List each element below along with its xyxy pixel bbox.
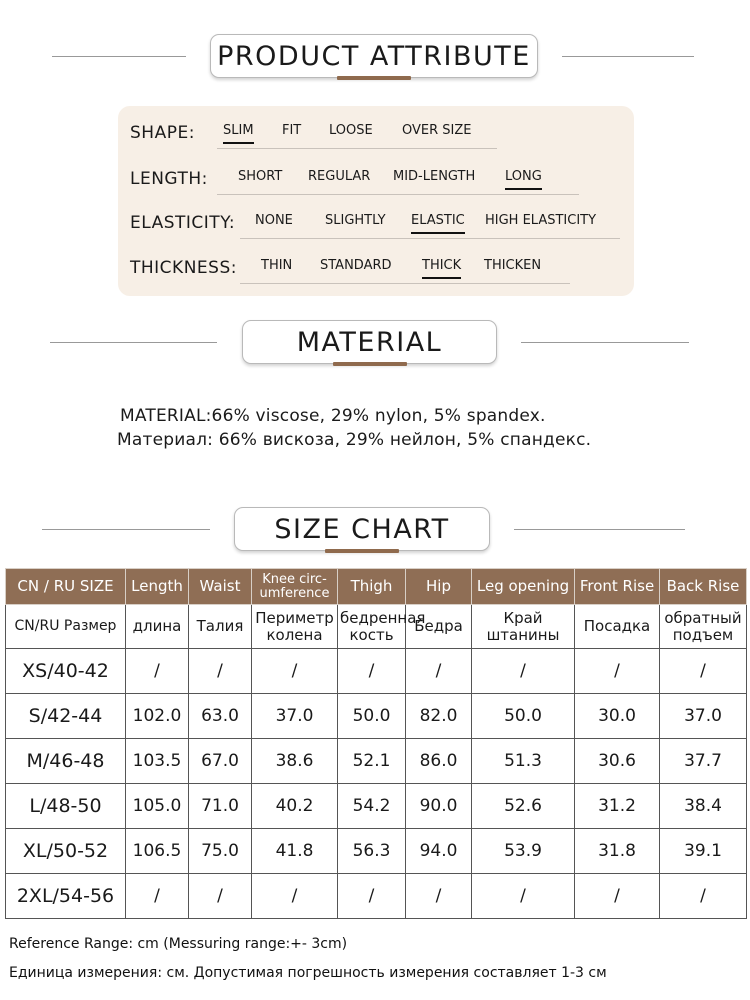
table-header-cell: Length <box>126 569 189 605</box>
attr-option-selected: ELASTIC <box>411 213 465 228</box>
table-cell: 38.4 <box>660 784 747 829</box>
divider-left <box>42 529 210 530</box>
table-cell: S/42-44 <box>6 694 126 739</box>
size-chart-header <box>0 507 750 553</box>
attr-option-selected: THICK <box>422 258 462 273</box>
table-cell: 103.5 <box>126 739 189 784</box>
attr-row-length <box>130 164 630 192</box>
divider-right <box>562 56 694 57</box>
attr-row-thickness <box>130 253 630 281</box>
attr-option-selected: SLIM <box>223 123 254 138</box>
table-cell: обратный подъем <box>660 605 747 649</box>
table-cell: 102.0 <box>126 694 189 739</box>
attr-underline <box>240 283 570 284</box>
table-cell: M/46-48 <box>6 739 126 784</box>
attr-option: OVER SIZE <box>402 123 472 138</box>
table-cell: 52.1 <box>338 739 406 784</box>
table-cell: 71.0 <box>189 784 252 829</box>
title-accent-bar <box>337 76 411 80</box>
attr-option: STANDARD <box>320 258 392 273</box>
table-cell: Посадка <box>575 605 660 649</box>
attribute-panel <box>118 106 634 296</box>
table-cell: 75.0 <box>189 829 252 874</box>
table-header-cell: Knee circ-umference <box>252 569 338 605</box>
attr-option: NONE <box>255 213 293 228</box>
attr-option: THIN <box>261 258 293 273</box>
table-cell: / <box>472 649 575 694</box>
table-cell: / <box>126 649 189 694</box>
table-cell: / <box>126 874 189 919</box>
table-cell: длина <box>126 605 189 649</box>
table-row <box>6 649 747 694</box>
table-cell: 51.3 <box>472 739 575 784</box>
divider-right <box>514 529 685 530</box>
attr-underline <box>217 194 579 195</box>
table-cell: / <box>575 649 660 694</box>
table-cell: 63.0 <box>189 694 252 739</box>
table-cell: / <box>189 649 252 694</box>
table-cell: 39.1 <box>660 829 747 874</box>
table-cell: XS/40-42 <box>6 649 126 694</box>
table-cell: / <box>472 874 575 919</box>
attr-option-selected: LONG <box>505 169 542 184</box>
table-cell: Талия <box>189 605 252 649</box>
table-header-cell: CN / RU SIZE <box>6 569 126 605</box>
table-cell: CN/RU Размер <box>6 605 126 649</box>
attr-label: LENGTH: <box>130 169 208 189</box>
table-cell: 37.0 <box>660 694 747 739</box>
table-cell: / <box>338 874 406 919</box>
table-cell: 54.2 <box>338 784 406 829</box>
table-cell: / <box>338 649 406 694</box>
table-cell: 50.0 <box>338 694 406 739</box>
reference-note-en: Reference Range: cm (Messuring range:+- 3cm) <box>9 936 348 952</box>
attr-label: ELASTICITY: <box>130 213 236 233</box>
table-cell: / <box>252 874 338 919</box>
material-header <box>0 320 750 366</box>
table-row <box>6 739 747 784</box>
material-text-en: MATERIAL:66% viscose, 29% nylon, 5% spandex. <box>120 406 546 426</box>
table-cell: 38.6 <box>252 739 338 784</box>
table-header-cell: Front Rise <box>575 569 660 605</box>
divider-left <box>52 56 186 57</box>
attr-option: SLIGHTLY <box>325 213 386 228</box>
table-cell: 52.6 <box>472 784 575 829</box>
table-header-cell: Hip <box>406 569 472 605</box>
table-cell: 67.0 <box>189 739 252 784</box>
table-cell: / <box>660 874 747 919</box>
table-cell: L/48-50 <box>6 784 126 829</box>
table-row <box>6 874 747 919</box>
table-cell: 86.0 <box>406 739 472 784</box>
material-text-ru: Материал: 66% вискоза, 29% нейлон, 5% спандекс. <box>117 430 592 450</box>
divider-right <box>521 342 689 343</box>
title-accent-bar <box>325 549 399 553</box>
table-cell: 41.8 <box>252 829 338 874</box>
attr-option: LOOSE <box>329 123 373 138</box>
table-cell: XL/50-52 <box>6 829 126 874</box>
attr-row-elasticity <box>130 208 630 236</box>
table-cell: 90.0 <box>406 784 472 829</box>
table-header-ru-row <box>6 605 747 649</box>
table-cell: 31.8 <box>575 829 660 874</box>
table-cell: 94.0 <box>406 829 472 874</box>
attr-underline <box>240 238 620 239</box>
table-cell: / <box>252 649 338 694</box>
size-table <box>5 568 747 919</box>
attr-label: SHAPE: <box>130 123 195 143</box>
table-cell: 56.3 <box>338 829 406 874</box>
attr-row-shape <box>130 118 630 146</box>
reference-note-ru: Единица измерения: см. Допустимая погрешность измерения составляет 1-3 см <box>9 965 607 981</box>
table-row <box>6 829 747 874</box>
section-title-box <box>210 34 538 78</box>
table-cell: 40.2 <box>252 784 338 829</box>
divider-left <box>50 342 217 343</box>
section-title-box <box>234 507 490 551</box>
section-title: SIZE CHART <box>274 513 450 545</box>
table-cell: / <box>406 649 472 694</box>
table-cell: бедренная кость <box>338 605 406 649</box>
attr-option: FIT <box>282 123 302 138</box>
section-title: PRODUCT ATTRIBUTE <box>217 40 531 72</box>
table-row <box>6 694 747 739</box>
section-title: MATERIAL <box>296 326 443 358</box>
table-cell: / <box>406 874 472 919</box>
table-cell: Бедра <box>406 605 472 649</box>
table-cell: / <box>575 874 660 919</box>
product-attribute-header <box>0 34 750 80</box>
table-cell: 30.6 <box>575 739 660 784</box>
attr-option: THICKEN <box>484 258 542 273</box>
table-cell: 53.9 <box>472 829 575 874</box>
table-cell: 82.0 <box>406 694 472 739</box>
attr-option: REGULAR <box>308 169 371 184</box>
table-cell: Периметр колена <box>252 605 338 649</box>
section-title-box <box>242 320 497 364</box>
table-cell: 106.5 <box>126 829 189 874</box>
table-cell: 2XL/54-56 <box>6 874 126 919</box>
table-cell: 50.0 <box>472 694 575 739</box>
attr-option: SHORT <box>238 169 283 184</box>
attr-underline <box>217 148 497 149</box>
table-cell: 30.0 <box>575 694 660 739</box>
table-row <box>6 784 747 829</box>
table-header-cell: Back Rise <box>660 569 747 605</box>
table-cell: / <box>189 874 252 919</box>
table-cell: / <box>660 649 747 694</box>
table-header-cell: Waist <box>189 569 252 605</box>
table-cell: 37.7 <box>660 739 747 784</box>
table-cell: 37.0 <box>252 694 338 739</box>
attr-option: MID-LENGTH <box>393 169 476 184</box>
table-cell: 31.2 <box>575 784 660 829</box>
table-header-cell: Thigh <box>338 569 406 605</box>
table-header-cell: Leg opening <box>472 569 575 605</box>
table-header-row <box>6 569 747 605</box>
attr-label: THICKNESS: <box>130 258 237 278</box>
title-accent-bar <box>333 362 407 366</box>
attr-option: HIGH ELASTICITY <box>485 213 597 228</box>
table-cell: Край штанины <box>472 605 575 649</box>
table-cell: 105.0 <box>126 784 189 829</box>
